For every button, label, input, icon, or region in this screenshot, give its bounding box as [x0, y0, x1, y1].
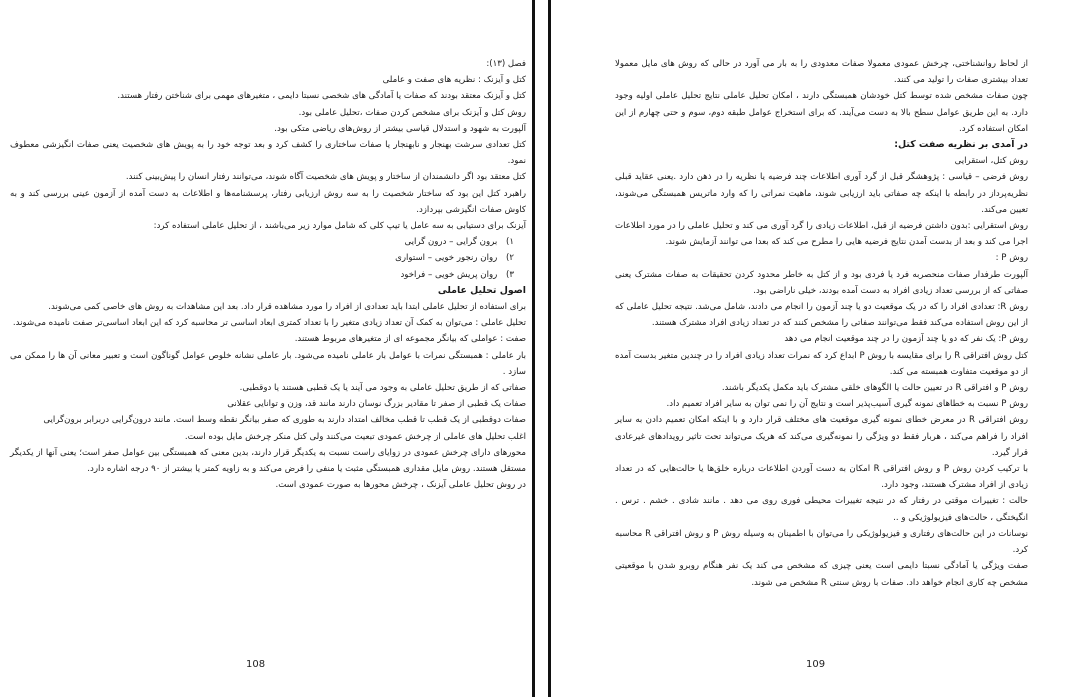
line-text: روش کتل، استقرایی: [954, 156, 1028, 167]
paragraph-line: [10, 88, 526, 104]
line-text: آیزنک برای دستیابی به سه عامل یا تیپ کلی که شامل موارد زیر می‌باشند ، از تحلیل عاملی استفاده کرد:: [153, 221, 526, 232]
paragraph-line: [615, 331, 1028, 347]
line-text: صفات یک قطبی از صفر تا مقادیر بزرگ نوسان دارند مانند قد، وزن و توانایی عقلانی: [227, 399, 526, 410]
list-item: [10, 250, 526, 266]
page-number-108: 108: [246, 659, 266, 670]
line-text: صفات دوقطبی از یک قطب تا قطب مخالف امتداد دارند به طوری که صفر بیانگر نقطه وسط است. مانند درون‌گرایی دربرابر برون‌گرایی: [43, 415, 526, 426]
paragraph-line: [10, 218, 526, 234]
paragraph-line: [10, 396, 526, 412]
paragraph-line: [615, 526, 1028, 558]
paragraph-line: [10, 380, 526, 396]
paragraph-line: [615, 412, 1028, 461]
paragraph-line: [615, 88, 1028, 137]
paragraph-line: [10, 105, 526, 121]
line-text: با ترکیب کردن روش P و روش افتراقی R امکان به دست آوردن اطلاعات درباره خلق‌ها یا حالت‌هایی که در تعداد زیادی از افراد مشترک هستند، وجود دارد.: [615, 464, 1028, 491]
paragraph-line: [10, 299, 526, 315]
line-text: روش P نسبت به خطاهای نمونه گیری آسیب‌پذیر است و نتایج آن را نمی توان به سایر افراد تعمیم داد.: [666, 399, 1028, 410]
paragraph-line: [10, 169, 526, 185]
list-item: [10, 267, 526, 283]
paragraph-line: [615, 250, 1028, 266]
line-text: صفت ویژگی یا آمادگی نسبتا دایمی است یعنی چیزی که مشخص می کند یک نفر هنگام روبرو شدن با موقعیتی مشخص چه کاری انجام خواهد داد. صفات با روش سنتی R مشخص می شوند.: [615, 561, 1028, 588]
line-text: بار عاملی : همبستگی نمرات با عوامل بار عاملی نامیده می‌شود. بار عاملی نشانه خلوص عوامل گوناگون است و تعبیر معانی آن ها را ممکن می سازد .: [10, 350, 526, 377]
paragraph-line: [10, 186, 526, 218]
line-text: برای استفاده از تحلیل عاملی ابتدا باید تعدادی از افراد را مورد مشاهده قرار داد. بعد این مشاهدات به روش های خاصی کمی می‌شوند.: [48, 302, 526, 313]
line-text: روش افتراقی R در معرض خطای نمونه گیری موقعیت های مختلف قرار دارد و با اینکه امکان تعمیم دادن به سایر افراد را فراهم می‌کند ، هربار فقط دو ویژگی را نمونه‌گیری می‌کند که هریک می‌تواند تحت تاثیر رویدادهای غیرعادی قرار گیرد.: [615, 415, 1028, 458]
line-text: صفاتی که از طریق تحلیل عاملی به وجود می آیند یا یک قطبی هستند یا دوقطبی.: [239, 383, 526, 394]
paragraph-line: [615, 396, 1028, 412]
line-text: اغلب تحلیل های عاملی از چرخش عمودی تبعیت می‌کنند ولی کتل منکر چرخش مایل بوده است.: [184, 431, 526, 442]
line-text: روش P و افتراقی R در تعیین حالت یا الگوهای خلقی مشترک باید مکمل یکدیگر باشند.: [721, 383, 1028, 394]
line-text: راهبرد کتل این بود که ساختار شخصیت را به سه روش ارزیابی رفتار، پرسشنامه‌ها و اطلاعات به دست آمده از آزمون عینی بررسی کند و به کاوش صفات انگیزشی بپردازد.: [10, 188, 526, 215]
paragraph-line: [615, 153, 1028, 169]
line-text: اصول تحلیل عاملی: [437, 284, 526, 296]
line-text: کتل تعدادی سرشت بهنجار و نابهنجار یا صفات ساختاری را کشف کرد و بعد توجه خود را به پویش های شخصیت یعنی صفات انگیزشی معطوف نمود.: [10, 140, 526, 167]
list-item-number: ۱): [506, 237, 514, 248]
paragraph-line: [615, 380, 1028, 396]
page-divider-left: [532, 0, 535, 697]
list-item-number: ۲): [506, 253, 514, 264]
page-108: [0, 0, 532, 697]
paragraph-line: [10, 121, 526, 137]
line-text: کتل روش افتراقی R را برای مقایسه با روش P ابداع کرد که نمرات تعداد زیادی افراد را در چندین متغیر بدست آمده از دو موقعیت متفاوت همبسته می کند.: [615, 350, 1028, 377]
paragraph-line: [10, 331, 526, 347]
paragraph-line: [615, 558, 1028, 590]
line-text: روش استقرایی :بدون داشتن فرضیه از قبل، اطلاعات زیادی را گرد آوری می کند و تحلیل عاملی را در مورد اطلاعات اجرا می کند و بعد از بدست آمدن نتایج فرضیه هایی را مطرح می کند که بعدا می توانند آزمایش شوند.: [615, 221, 1028, 248]
paragraph-line: [10, 315, 526, 331]
paragraph-line: [10, 429, 526, 445]
line-text: روان رنجور خویی – استواری: [395, 253, 498, 264]
line-text: روش P: یک نفر که دو یا چند آزمون را در چند موقعیت انجام می دهد: [784, 334, 1028, 345]
page-109-text: [615, 56, 1028, 591]
list-item-number: ۳): [506, 269, 514, 280]
line-text: محورهای دارای چرخش عمودی در زوایای راست نسبت به یکدیگر قرار دارند، بدین معنی که همبستگی بین عوامل صفر است؛ یعنی آنها از یکدیگر مستقل هستند. روش مایل مقداری همبستگی مثبت یا منفی را فرض می‌کند و به زاویه کمتر یا بیشتر از ۹۰ درجه اشاره دارد.: [10, 447, 526, 475]
line-text: نوسانات در این حالت‌های رفتاری و فیزیولوژیکی را می‌توان با اطمینان به وسیله روش P و روش افتراقی R محاسبه کرد.: [615, 528, 1029, 556]
paragraph-line: [615, 299, 1028, 331]
paragraph-line: [10, 445, 526, 477]
paragraph-line: [10, 477, 526, 493]
line-text: چون صفات مشخص شده توسط کتل خودشان همبستگی دارند ، امکان تحلیل عاملی نتایج تحلیل عاملی اولیه وجود دارد. به این طریق عوامل سطح بالا به دست می‌آیند. که برای استخراج عوامل طبقه دوم، سوم و حتی چهارم از این امکان استفاده کرد.: [615, 91, 1028, 134]
line-text: در آمدی بر نظریه صفت کتل:: [894, 139, 1028, 151]
page-108-text: [10, 56, 526, 493]
page-109: [551, 0, 1070, 697]
paragraph-line: [615, 493, 1028, 525]
line-text: آلپورت طرفدار صفات منحصربه فرد یا فردی بود و از کتل به خاطر محدود کردن تحقیقات به صفات مشترک یعنی صفاتی که از بررسی تعداد زیادی افراد به دست آمده بودند، خیلی ناراضی بود.: [615, 269, 1028, 296]
section-heading: [615, 137, 1028, 153]
paragraph-line: [10, 412, 526, 428]
line-text: روش فرضی – قیاسی : پژوهشگر قبل از گرد آوری اطلاعات چند فرضیه یا نظریه را در ذهن دارد .یعنی عقاید قبلی نظریه‌پرداز در رابطه با اینکه چه صفاتی باید ارزیابی شوند، ماهیت نمراتی را که وارد ماتریس همبستگی می‌شوند، تعیین می‌کند.: [615, 172, 1028, 215]
paragraph-line: [615, 218, 1028, 250]
line-text: کتل و آیزنک معتقد بودند که صفات یا آمادگی های شخصی نسبتا دایمی ، متغیرهای مهمی برای شناختن رفتار هستند.: [117, 91, 526, 102]
line-text: روش P :: [995, 253, 1028, 264]
line-text: حالت : تغییرات موقتی در رفتار که در نتیجه تغییرات محیطی فوری روی می دهد . مانند شادی . خشم . ترس . انگیختگی ، حالت‌های فیزیولوژیکی و ..: [615, 496, 1028, 523]
line-text: روش کتل و آیزنک برای مشخص کردن صفات ،تحلیل عاملی بود.: [298, 107, 526, 118]
line-text: کتل و آیزنک : نظریه های صفت و عاملی: [382, 75, 526, 86]
paragraph-line: [10, 72, 526, 88]
page-number-109: 109: [806, 659, 826, 670]
line-text: آلپورت به شهود و استدلال قیاسی بیشتر از روش‌های ریاضی متکی بود.: [274, 123, 526, 134]
line-text: صفت : عواملی که بیانگر مجموعه ای از متغیرهای مربوط هستند.: [294, 334, 526, 345]
line-text: روان پریش خویی – فراخود: [400, 269, 498, 280]
list-item: [10, 234, 526, 250]
section-heading: [10, 283, 526, 299]
paragraph-line: [615, 461, 1028, 493]
line-text: برون گرایی – درون گرایی: [404, 237, 498, 248]
paragraph-line: [10, 348, 526, 380]
line-text: از لحاظ روانشناختی، چرخش عمودی معمولا صفات معدودی را به بار می آورد در حالی که روش های مایل معمولا تعداد بیشتری صفات را تولید می کنند.: [615, 59, 1028, 86]
paragraph-line: [615, 348, 1028, 380]
paragraph-line: [615, 56, 1028, 88]
line-text: تحلیل عاملی : می‌توان به کمک آن تعداد زیادی متغیر را با تعداد کمتری ابعاد اساسی تر محاسبه کرد که این ابعاد اساسی‌تر صفت نامیده می‌شوند.: [12, 318, 526, 329]
line-text: روش R: تعدادی افراد را که در یک موقعیت دو یا چند آزمون را انجام می دادند، شامل می‌شد. نتیجه تحلیل عاملی که از این روش استفاده می‌کند فقط می‌توانند صفاتی را مشخص کنند که در تعداد زیادی افراد مشترک هستند.: [615, 302, 1028, 329]
paragraph-line: [615, 169, 1028, 218]
line-text: در روش تحلیل عاملی آیزنک ، چرخش محورها به صورت عمودی است.: [275, 480, 526, 491]
paragraph-line: [10, 137, 526, 169]
paragraph-line: [10, 56, 526, 72]
line-text: کتل معتقد بود اگر دانشمندان از ساختار و پویش های شخصیت آگاه شوند، می‌توانند رفتار انسان را پیش‌بینی کنند.: [125, 172, 526, 183]
paragraph-line: [615, 267, 1028, 299]
line-text: فصل (۱۳):: [486, 59, 526, 69]
